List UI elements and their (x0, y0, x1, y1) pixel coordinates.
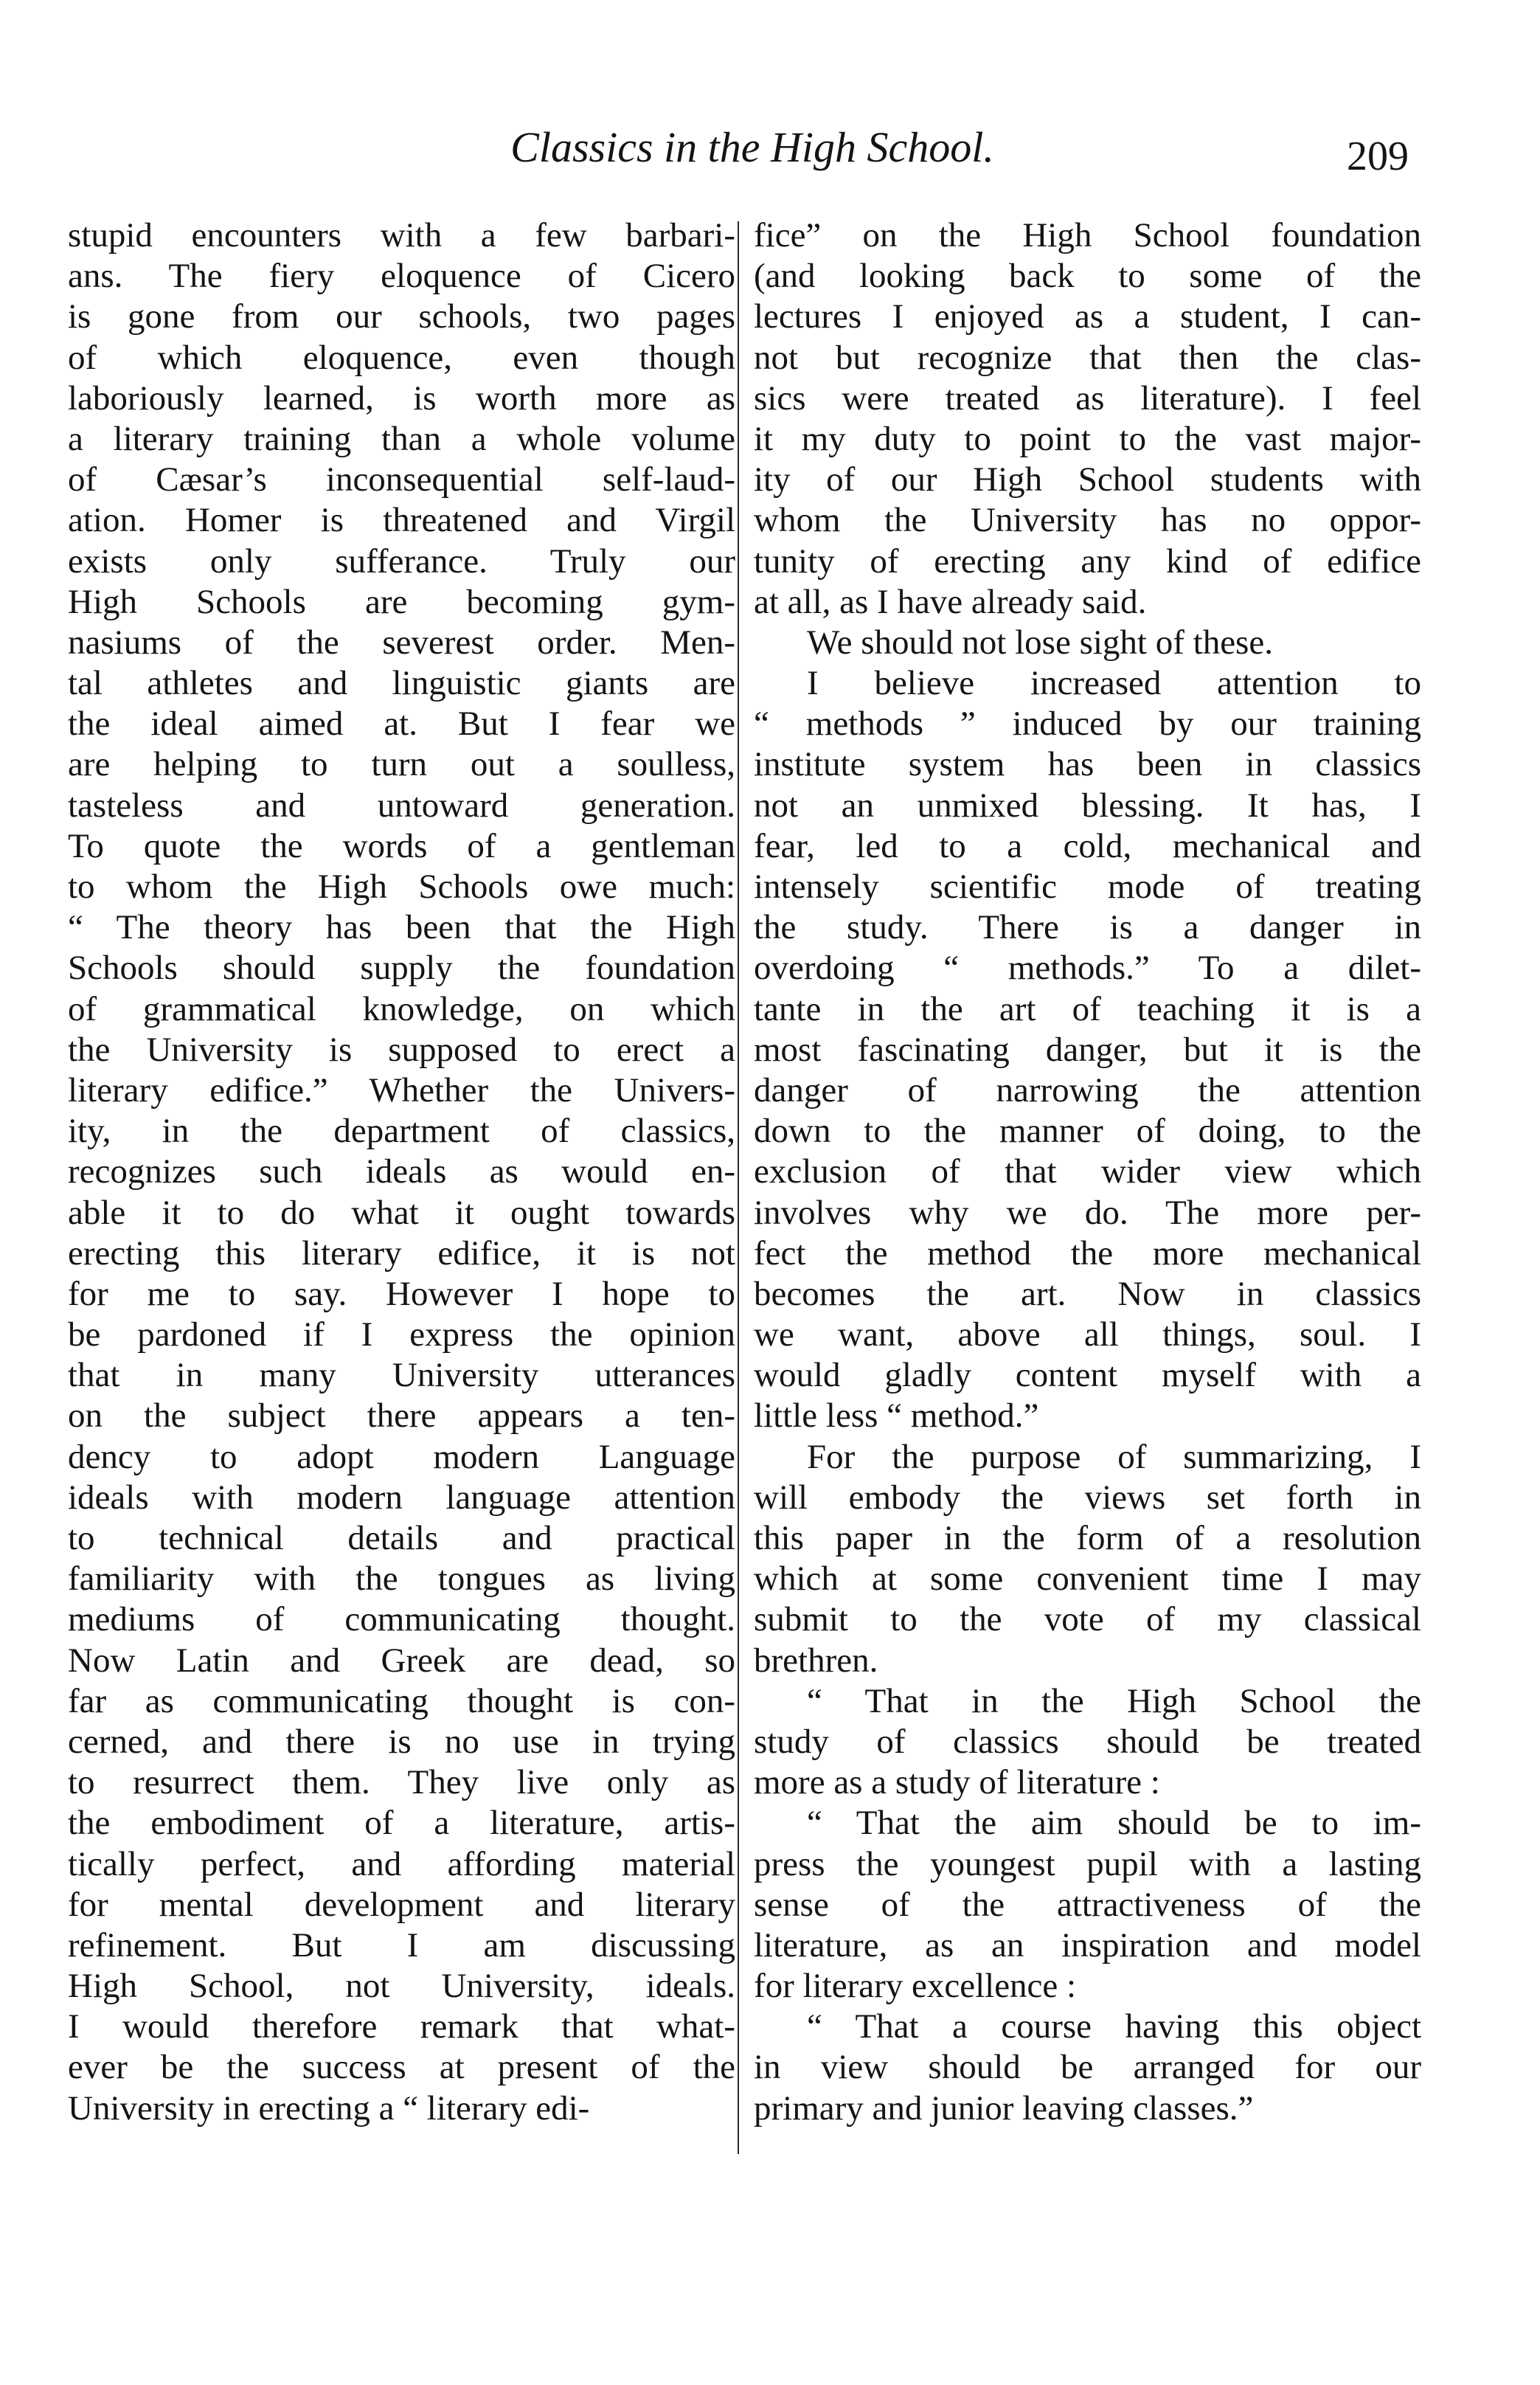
text-line: We should not lose sight of these. (807, 623, 1273, 662)
text-line: tically perfect, and affording material (68, 1844, 735, 1883)
text-line: cerned, and there is no use in trying (68, 1722, 735, 1761)
text-line: of grammatical knowledge, on which (68, 989, 735, 1028)
text-line: University in erecting a “ literary edi- (68, 2088, 590, 2128)
text-line: brethren. (754, 1641, 878, 1680)
text-line: are helping to turn out a soulless, (68, 745, 735, 784)
text-line: far as communicating thought is con- (68, 1681, 735, 1720)
column-divider (738, 221, 739, 2154)
text-line: becomes the art. Now in classics (754, 1274, 1421, 1313)
text-line: overdoing “ methods.” To a dilet- (754, 949, 1421, 988)
text-line: a literary training than a whole volume (68, 419, 735, 458)
text-line: ever be the success at present of the (68, 2048, 735, 2087)
text-line: not an unmixed blessing. It has, I (754, 786, 1421, 825)
text-line: we want, above all things, soul. I (754, 1315, 1421, 1354)
text-line: exists only sufferance. Truly our (68, 541, 735, 581)
text-line: more as a study of literature : (754, 1763, 1160, 1802)
text-line: to resurrect them. They live only as (68, 1763, 735, 1802)
text-line: nasiums of the severest order. Men- (68, 623, 735, 662)
text-line: “ That in the High School the (807, 1681, 1421, 1720)
text-line: literary edifice.” Whether the Univers- (68, 1070, 735, 1110)
text-line: for mental development and literary (68, 1885, 735, 1924)
text-line: at all, as I have already said. (754, 582, 1147, 621)
text-line: primary and junior leaving classes.” (754, 2088, 1254, 2128)
text-line: not but recognize that then the clas- (754, 338, 1421, 377)
text-line: laboriously learned, is worth more as (68, 378, 735, 418)
text-line: “ methods ” induced by our training (754, 705, 1421, 744)
text-line: dency to adopt modern Language (68, 1437, 735, 1476)
text-line: be pardoned if I express the opinion (68, 1315, 735, 1354)
text-line: it my duty to point to the vast major- (754, 419, 1421, 458)
text-line: of which eloquence, even though (68, 338, 735, 377)
text-line: literature, as an inspiration and model (754, 1925, 1421, 1965)
text-line: For the purpose of summarizing, I (807, 1437, 1421, 1476)
text-line: Schools should supply the foundation (68, 949, 735, 988)
text-line: exclusion of that wider view which (754, 1152, 1421, 1191)
text-line: (and looking back to some of the (754, 257, 1421, 296)
text-line: ity, in the department of classics, (68, 1112, 735, 1151)
text-line: fect the method the more mechanical (754, 1233, 1421, 1273)
text-line: familiarity with the tongues as living (68, 1560, 735, 1599)
page-number: 209 (1347, 134, 1409, 179)
running-head (0, 118, 1540, 177)
text-line: to technical details and practical (68, 1519, 735, 1557)
text-line: submit to the vote of my classical (754, 1600, 1421, 1639)
text-line: sense of the attractiveness of the (754, 1885, 1421, 1924)
text-line: mediums of communicating thought. (68, 1600, 735, 1639)
text-line: is gone from our schools, two pages (68, 297, 735, 336)
text-line: stupid encounters with a few barbari- (68, 216, 735, 255)
text-line: Now Latin and Greek are dead, so (68, 1641, 735, 1680)
text-line: I believe increased attention to (807, 664, 1421, 703)
text-line: would gladly content myself with a (754, 1356, 1421, 1395)
text-line: danger of narrowing the attention (754, 1070, 1421, 1110)
text-line: most fascinating danger, but it is the (754, 1030, 1421, 1069)
text-line: tasteless and untoward generation. (68, 786, 735, 825)
text-line: that in many University utterances (68, 1356, 735, 1395)
text-line: for literary excellence : (754, 1967, 1077, 2006)
text-line: “ The theory has been that the High (68, 908, 735, 947)
text-line: sics were treated as literature). I feel (754, 378, 1421, 418)
text-line: to whom the High Schools owe much: (68, 868, 735, 906)
text-line: tal athletes and linguistic giants are (68, 664, 735, 703)
running-title: Classics in the High School. (510, 123, 994, 171)
text-line: press the youngest pupil with a lasting (754, 1844, 1421, 1883)
text-line: ideals with modern language attention (68, 1478, 735, 1517)
left-column (68, 215, 735, 2129)
text-line: which at some convenient time I may (754, 1560, 1421, 1599)
text-line: fice” on the High School foundation (754, 216, 1421, 255)
text-line: able it to do what it ought towards (68, 1193, 735, 1232)
text-line: “ That the aim should be to im- (807, 1804, 1421, 1843)
text-line: for me to say. However I hope to (68, 1274, 735, 1313)
text-line: I would therefore remark that what- (68, 2007, 735, 2046)
text-line: tante in the art of teaching it is a (754, 989, 1421, 1028)
text-line: the study. There is a danger in (754, 908, 1421, 947)
text-line: tunity of erecting any kind of edifice (754, 541, 1421, 581)
text-line: in view should be arranged for our (754, 2048, 1421, 2087)
text-line: the ideal aimed at. But I fear we (68, 705, 735, 744)
text-line: refinement. But I am discussing (68, 1925, 735, 1965)
text-line: “ That a course having this object (807, 2007, 1421, 2046)
text-line: of Cæsar’s inconsequential self-laud- (68, 460, 735, 499)
text-line: ation. Homer is threatened and Virgil (68, 501, 735, 540)
text-line: High Schools are becoming gym- (68, 582, 735, 621)
text-line: intensely scientific mode of treating (754, 868, 1421, 906)
text-line: recognizes such ideals as would en- (68, 1152, 735, 1191)
text-line: involves why we do. The more per- (754, 1193, 1421, 1232)
text-line: institute system has been in classics (754, 745, 1421, 784)
right-column (754, 215, 1421, 2129)
text-line: ity of our High School students with (754, 460, 1421, 499)
text-line: on the subject there appears a ten- (68, 1396, 735, 1436)
text-line: the University is supposed to erect a (68, 1030, 735, 1069)
text-line: the embodiment of a literature, artis- (68, 1804, 735, 1843)
text-line: down to the manner of doing, to the (754, 1112, 1421, 1151)
text-line: this paper in the form of a resolution (754, 1519, 1421, 1557)
text-line: whom the University has no oppor- (754, 501, 1421, 540)
text-line: ans. The fiery eloquence of Cicero (68, 257, 735, 296)
text-line: To quote the words of a gentleman (68, 826, 735, 865)
text-line: little less “ method.” (754, 1396, 1039, 1436)
text-line: lectures I enjoyed as a student, I can- (754, 297, 1421, 336)
text-line: study of classics should be treated (754, 1722, 1421, 1761)
text-line: erecting this literary edifice, it is not (68, 1233, 735, 1273)
text-line: will embody the views set forth in (754, 1478, 1421, 1517)
text-line: fear, led to a cold, mechanical and (754, 826, 1421, 865)
text-line: High School, not University, ideals. (68, 1967, 735, 2006)
